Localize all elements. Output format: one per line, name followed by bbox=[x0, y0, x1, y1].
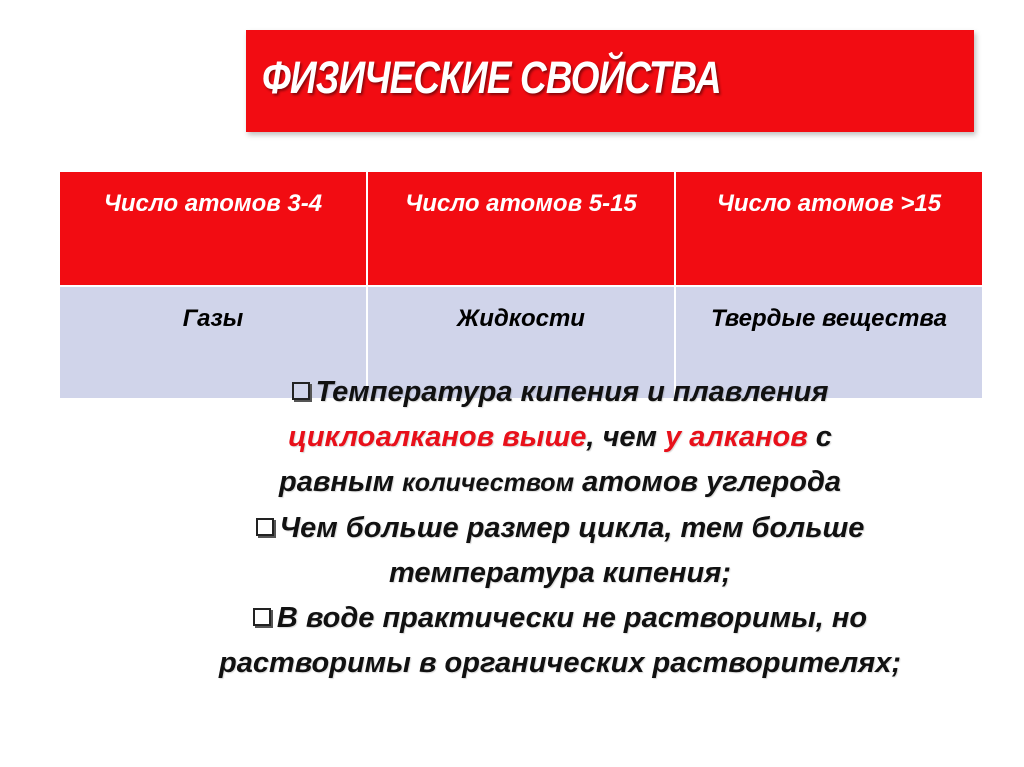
bullet-text: атомов углерода bbox=[574, 466, 841, 498]
checkbox-bullet-icon bbox=[256, 518, 274, 536]
table-header-cell: Число атомов 3-4 bbox=[59, 171, 367, 286]
bullet-text: температура кипения; bbox=[389, 557, 731, 589]
bullet-continuation bbox=[150, 460, 970, 506]
bullet-text: Чем больше размер цикла, тем больше bbox=[279, 512, 865, 544]
bullet-item bbox=[150, 506, 970, 551]
table-header-row bbox=[59, 171, 983, 286]
bullet-text: с bbox=[807, 421, 832, 453]
bullet-text: количеством bbox=[402, 469, 575, 497]
bullet-text: , чем bbox=[586, 421, 666, 453]
table-cell: Газы bbox=[59, 286, 367, 399]
checkbox-bullet-icon bbox=[292, 382, 310, 400]
bullet-list bbox=[150, 370, 970, 686]
bullet-continuation bbox=[150, 641, 970, 686]
bullet-text: В воде практически не растворимы, но bbox=[276, 602, 868, 634]
checkbox-bullet-icon bbox=[253, 608, 271, 626]
bullet-item bbox=[150, 596, 970, 641]
bullet-text: растворимы в органических растворителях; bbox=[218, 647, 902, 679]
table-cell: Жидкости bbox=[367, 286, 675, 399]
bullet-text: Температура кипения и плавления bbox=[315, 376, 829, 408]
highlight-text: циклоалканов выше bbox=[288, 421, 587, 453]
table-header-cell: Число атомов >15 bbox=[675, 171, 983, 286]
page-title: ФИЗИЧЕСКИЕ СВОЙСТВА bbox=[262, 52, 721, 103]
highlight-text: у алканов bbox=[665, 421, 808, 453]
table-header-cell: Число атомов 5-15 bbox=[367, 171, 675, 286]
bullet-continuation bbox=[150, 415, 970, 460]
table-cell: Твердые вещества bbox=[675, 286, 983, 399]
properties-table bbox=[58, 170, 984, 400]
bullet-item bbox=[150, 370, 970, 415]
title-banner bbox=[246, 30, 974, 132]
bullet-text: равным bbox=[278, 466, 403, 498]
bullet-continuation bbox=[150, 551, 970, 596]
